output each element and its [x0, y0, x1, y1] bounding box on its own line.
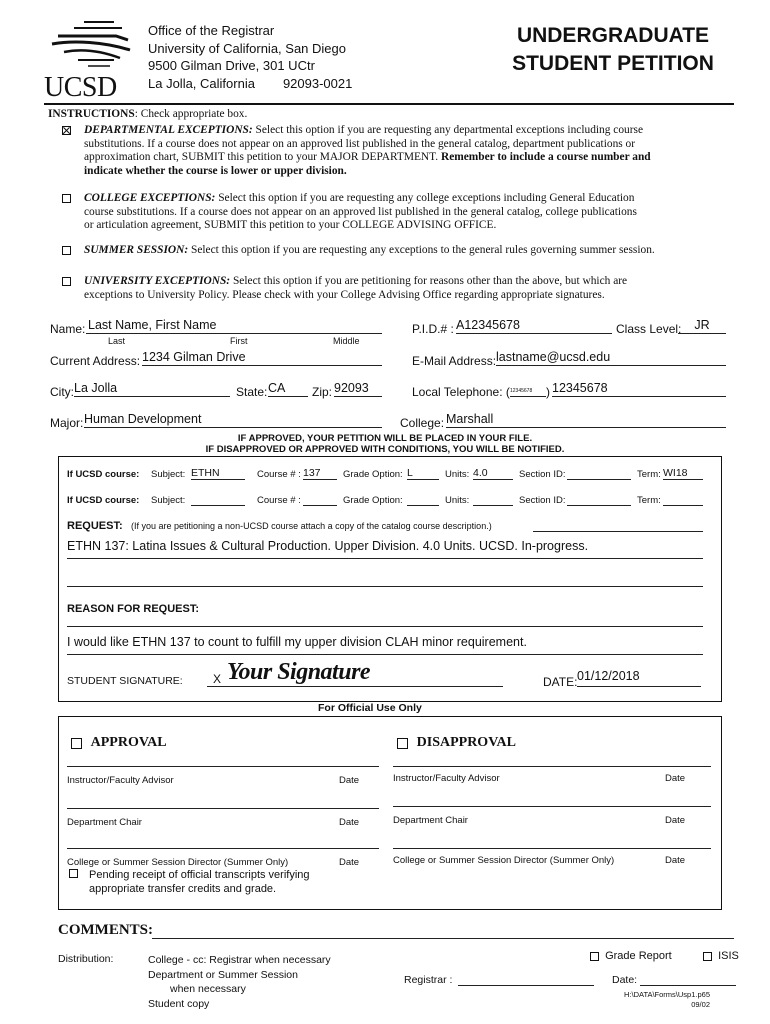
- college-field[interactable]: [446, 412, 726, 428]
- street-line: 9500 Gilman Drive, 301 UCtr: [148, 58, 315, 73]
- term-value-1: WI18: [663, 467, 688, 479]
- registrar-address: [148, 22, 352, 92]
- signature-row: [67, 659, 717, 691]
- request-label: REQUEST:: [67, 520, 123, 532]
- phone-value: 12345678: [552, 381, 608, 395]
- logo-wave-icon: [44, 18, 136, 70]
- if-ucsd-label-2: If UCSD course:: [67, 495, 140, 506]
- registrar-field[interactable]: [458, 972, 594, 986]
- option-summer: SUMMER SESSION: Select this option if you are requesting any exceptions to the general rules governing summer session.: [62, 244, 742, 258]
- units-label-2: Units:: [445, 495, 470, 506]
- city-label: City:: [50, 385, 74, 399]
- disapproval-advisor-line[interactable]: [393, 755, 711, 767]
- disapproval-director-label: College or Summer Session Director (Summer Only): [393, 855, 615, 866]
- course-value-1: 137: [303, 467, 321, 479]
- grade-label-2: Grade Option:: [343, 495, 403, 506]
- instructions-heading: INSTRUCTIONS: Check appropriate box.: [48, 108, 248, 120]
- comments-row: [58, 922, 734, 942]
- title-line-2: STUDENT PETITION: [512, 52, 714, 75]
- state-label: State:: [236, 385, 268, 399]
- major-value: Human Development: [84, 412, 202, 426]
- section-field-1[interactable]: [567, 467, 631, 480]
- grade-field-2[interactable]: [407, 493, 439, 506]
- subject-field-1[interactable]: [191, 467, 245, 480]
- if-ucsd-label-1: If UCSD course:: [67, 469, 140, 480]
- disapproval-director-line[interactable]: [393, 837, 711, 849]
- disapproval-advisor-label: Instructor/Faculty Advisor: [393, 773, 500, 784]
- section-field-2[interactable]: [567, 493, 631, 506]
- course-field-2[interactable]: [303, 493, 337, 506]
- official-use-label: For Official Use Only: [318, 702, 422, 714]
- receipt-text: Pending receipt of official transcripts verifying appropriate transfer credits and grade.: [89, 869, 310, 895]
- email-value: lastname@ucsd.edu: [496, 350, 611, 364]
- reason-line-1[interactable]: [67, 607, 703, 627]
- reason-label: REASON FOR REQUEST:: [67, 603, 200, 615]
- subject-field-2[interactable]: [191, 493, 245, 506]
- disapproval-advisor-date: Date: [665, 773, 686, 784]
- course-row-2: [67, 493, 717, 509]
- ucsd-logo: [44, 18, 136, 103]
- units-field-1[interactable]: [473, 467, 513, 480]
- city-value: La Jolla: [74, 381, 118, 395]
- name-field[interactable]: [86, 318, 382, 334]
- registrar-date-label: Date:: [612, 974, 638, 986]
- receipt-checkbox[interactable]: [69, 869, 78, 878]
- approval-director-date: Date: [339, 857, 360, 868]
- first-caption: First: [230, 336, 248, 346]
- zip-label: Zip:: [312, 385, 333, 399]
- disapproval-chair-label: Department Chair: [393, 815, 468, 826]
- form-path: H:\DATA\Forms\Usp1.p65 09/02: [624, 990, 710, 1009]
- college-label: College:: [400, 416, 445, 430]
- phone-area-field[interactable]: [510, 381, 546, 397]
- address-field[interactable]: [142, 350, 382, 366]
- address-row: [50, 350, 740, 370]
- class-level-label: Class Level:: [616, 322, 682, 336]
- disapproval-chair-date: Date: [665, 815, 686, 826]
- name-value: Last Name, First Name: [88, 318, 217, 332]
- approval-label: APPROVAL: [90, 735, 167, 750]
- option-departmental: DEPARTMENTAL EXCEPTIONS: Select this option if you are requesting any departmental exceptions including course substitutions. If a course does not appear on an approved list published in the general catalog, department publications or approximation chart, SUBMIT this petition to your MAJOR DEPARTMENT. Remember to include a course number and indicate whether the course is lower or upper division.: [62, 124, 742, 178]
- form-title: [478, 22, 748, 78]
- isis-option[interactable]: ISIS: [703, 950, 739, 962]
- signature-field[interactable]: [207, 659, 503, 687]
- address-value: 1234 Gilman Drive: [142, 350, 246, 364]
- college-value: Marshall: [446, 412, 494, 426]
- disapproval-checkbox[interactable]: [397, 738, 408, 749]
- units-value-1: 4.0: [473, 467, 488, 479]
- email-field[interactable]: [496, 350, 726, 366]
- grade-label-1: Grade Option:: [343, 469, 403, 480]
- signature-label: STUDENT SIGNATURE:: [67, 675, 183, 687]
- university-checkbox[interactable]: [62, 277, 71, 286]
- class-level-value: JR: [694, 318, 710, 332]
- option-university: UNIVERSITY EXCEPTIONS: Select this option if you are petitioning for reasons other than the above, but which are exceptions to University Policy. Please check with your College Advising Office regarding appropriate signatures.: [62, 275, 742, 302]
- registrar-label: Registrar :: [404, 974, 453, 986]
- request-hint-line: [533, 519, 703, 532]
- reason-field[interactable]: [67, 635, 703, 655]
- section-label-2: Section ID:: [519, 495, 566, 506]
- comments-field[interactable]: [152, 924, 734, 939]
- subject-label-2: Subject:: [151, 495, 186, 506]
- approval-advisor-line[interactable]: [67, 755, 379, 767]
- term-label-1: Term:: [637, 469, 661, 480]
- summer-checkbox[interactable]: [62, 246, 71, 255]
- notice-line-1: IF APPROVED, YOUR PETITION WILL BE PLACED IN YOUR FILE.: [237, 433, 533, 444]
- state-value: CA: [268, 381, 286, 395]
- approval-advisor-label: Instructor/Faculty Advisor: [67, 775, 174, 786]
- major-field[interactable]: [84, 412, 382, 428]
- subject-value-1: ETHN: [191, 467, 220, 479]
- course-label-1: Course # :: [257, 469, 301, 480]
- official-use-box: [58, 716, 722, 910]
- course-label-2: Course # :: [257, 495, 301, 506]
- pid-field[interactable]: [456, 318, 612, 334]
- zip-value: 92093: [334, 381, 369, 395]
- option-college: COLLEGE EXCEPTIONS: Select this option if you are requesting any college exceptions including General Education course substitutions. If a course does not appear on an approved list published in the general catalog, college publications or articulation agreement, SUBMIT this petition to your COLLEGE ADVISING OFFICE.: [62, 192, 742, 233]
- course-field-1[interactable]: [303, 467, 337, 480]
- approval-header: [71, 735, 167, 751]
- phone-area-value: 12345678: [510, 388, 533, 394]
- name-label: Name:: [50, 322, 86, 336]
- units-field-2[interactable]: [473, 493, 513, 506]
- signature-x: X: [213, 672, 222, 686]
- request-row: [67, 519, 713, 535]
- last-caption: Last: [108, 336, 126, 346]
- grade-report-option[interactable]: Grade Report: [590, 950, 672, 962]
- approval-chair-date: Date: [339, 817, 360, 828]
- approval-column: [67, 731, 379, 907]
- college-checkbox[interactable]: [62, 194, 71, 203]
- city-line: La Jolla, California 92093-0021: [148, 75, 353, 91]
- date-value: 01/12/2018: [577, 669, 640, 683]
- grade-field-1[interactable]: [407, 467, 439, 480]
- phone-field[interactable]: [552, 381, 726, 397]
- title-line-1: UNDERGRADUATE: [516, 24, 710, 47]
- city-field[interactable]: [74, 381, 230, 397]
- distribution-list: College - cc: Registrar when necessary Department or Summer Session when necessary Student copy: [148, 954, 331, 1010]
- approval-checkbox[interactable]: [71, 738, 82, 749]
- disapproval-label: DISAPPROVAL: [416, 735, 516, 750]
- date-field[interactable]: [577, 669, 701, 687]
- units-label-1: Units:: [445, 469, 470, 480]
- class-level-field[interactable]: [678, 318, 726, 334]
- isis-checkbox[interactable]: [703, 952, 712, 961]
- address-label: Current Address:: [50, 354, 141, 368]
- course-request-box: [58, 456, 722, 702]
- phone-close-paren: ): [546, 385, 550, 399]
- university-line: University of California, San Diego: [148, 40, 346, 56]
- request-line-2[interactable]: [67, 567, 703, 587]
- logo-text: UCSD: [44, 72, 117, 103]
- state-field[interactable]: [268, 381, 308, 397]
- request-field[interactable]: [67, 539, 703, 559]
- departmental-checkbox[interactable]: [62, 126, 71, 135]
- distribution-label: Distribution:: [58, 953, 114, 965]
- office-line: Office of the Registrar: [148, 23, 275, 38]
- pid-label: P.I.D.# :: [412, 322, 454, 336]
- approval-chair-label: Department Chair: [67, 817, 142, 828]
- approval-chair-line[interactable]: [67, 797, 379, 809]
- term-label-2: Term:: [637, 495, 661, 506]
- date-label: DATE:: [543, 675, 578, 689]
- pid-value: A12345678: [456, 318, 520, 332]
- grade-value-1: L: [407, 467, 413, 479]
- approval-director-line[interactable]: [67, 837, 379, 849]
- approval-advisor-date: Date: [339, 775, 360, 786]
- request-hint: (If you are petitioning a non-UCSD course attach a copy of the catalog course description.): [131, 521, 492, 531]
- notice: [50, 433, 720, 455]
- approval-director-label: College or Summer Session Director (Summer Only): [67, 857, 289, 868]
- course-row-1: [67, 467, 717, 483]
- city-row: [50, 381, 740, 401]
- term-field-2[interactable]: [663, 493, 703, 506]
- disapproval-header: [397, 735, 516, 751]
- grade-report-checkbox[interactable]: [590, 952, 599, 961]
- request-value: ETHN 137: Latina Issues & Cultural Production. Upper Division. 4.0 Units. UCSD. In-progress.: [67, 539, 589, 553]
- phone-label: Local Telephone: (: [412, 385, 510, 399]
- middle-caption: Middle: [333, 336, 360, 346]
- zip-field[interactable]: [334, 381, 382, 397]
- disapproval-column: [393, 731, 711, 907]
- reason-value: I would like ETHN 137 to count to fulfill my upper division CLAH minor requirement.: [67, 635, 527, 649]
- header-rule: [44, 103, 734, 105]
- registrar-date-field[interactable]: [640, 972, 736, 986]
- comments-label: COMMENTS:: [58, 922, 153, 938]
- major-row: [50, 412, 740, 432]
- subject-label-1: Subject:: [151, 469, 186, 480]
- signature-value: Your Signature: [227, 659, 371, 685]
- email-label: E-Mail Address:: [412, 354, 497, 368]
- major-label: Major:: [50, 416, 84, 430]
- disapproval-director-date: Date: [665, 855, 686, 866]
- disapproval-chair-line[interactable]: [393, 795, 711, 807]
- name-row: [50, 318, 740, 350]
- term-field-1[interactable]: [663, 467, 703, 480]
- notice-line-2: IF DISAPPROVED OR APPROVED WITH CONDITIONS, YOU WILL BE NOTIFIED.: [205, 444, 565, 455]
- section-label-1: Section ID:: [519, 469, 566, 480]
